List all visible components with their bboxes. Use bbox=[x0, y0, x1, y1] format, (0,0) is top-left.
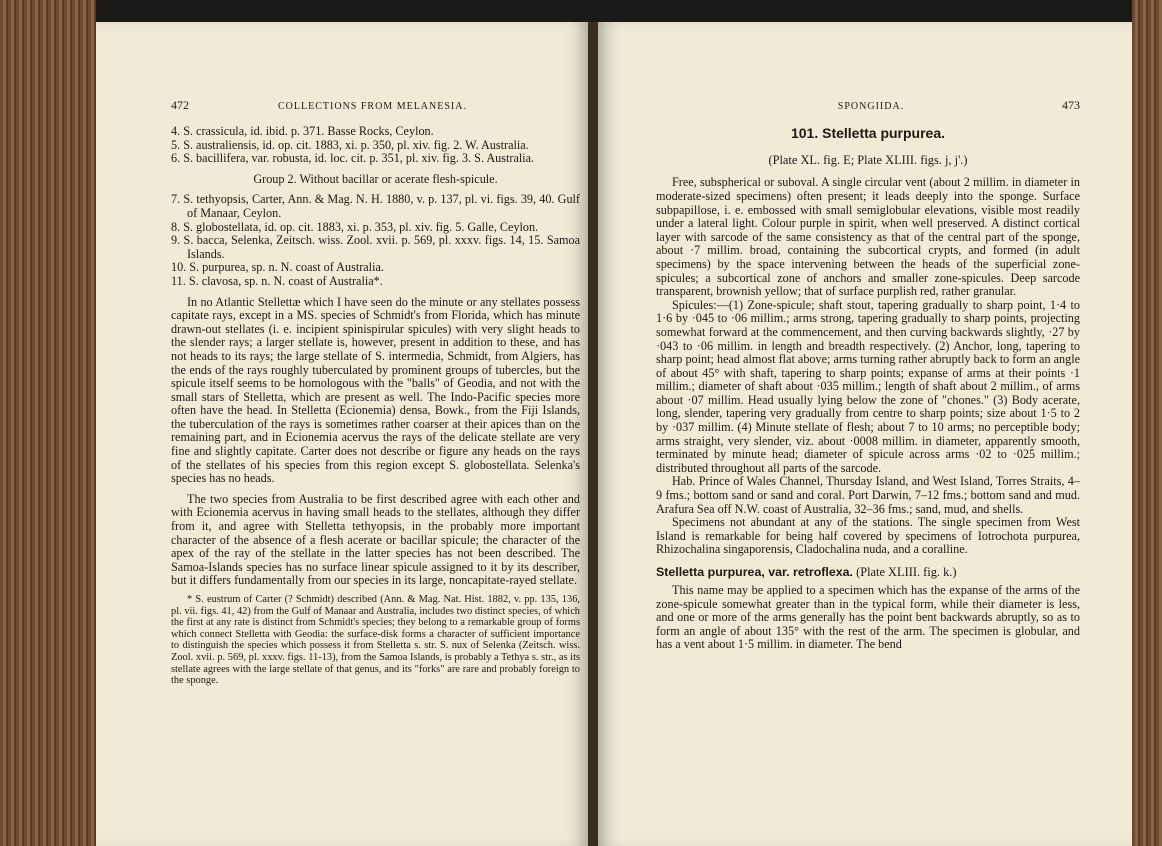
right-running-title: SPONGIIDA. bbox=[837, 101, 905, 112]
body-paragraph: Spicules:—(1) Zone-spicule; shaft stout, tapering gradually to sharp point, 1·4 to 1·6 by ·045 to ·06 millim.; arms strong, tapering gradually to sharp points, projecting somewhat forward at the commencement, and then curving backwards slightly, ·27 by ·043 to ·06 millim. in length and breadth respectively. (2) Anchor, long, tapering to sharp point; head almost flat above; arms turning rather abruptly back to form an angle of about 45° with shaft, tapering to sharp points; expanse of arms at their points ·1 millim.; diameter of shaft about ·035 millim.; length of shaft about 2 millim., of arms about ·07 millim. Head usually lying below the zone of "chones." (3) Body acerate, long, slender, tapering very gradually from centre to sharp points; size about 1·5 to 2 by ·037 millim. (4) Minute stellate of flesh; about 7 to 10 arms; no perceptible body; arms straight, very slender, viz. about ·0008 millim. in diameter, apparently smooth, terminated by minute head; diameter of spicule across arms ·02 to ·025 millim.; distributed throughout all parts of the sarcode. bbox=[656, 297, 1080, 475]
species-entry: 5. S. australiensis, id. op. cit. 1883, xi. p. 350, pl. xiv. fig. 2. W. Australia. bbox=[171, 137, 529, 152]
variety-heading bbox=[656, 565, 1080, 580]
left-page bbox=[96, 22, 588, 846]
book-gutter bbox=[588, 22, 598, 846]
species-entry: 11. S. clavosa, sp. n. N. coast of Australia*. bbox=[171, 273, 383, 288]
species-entry: 4. S. crassicula, id. ibid. p. 371. Basse Rocks, Ceylon. bbox=[171, 124, 434, 138]
species-entry: 7. S. tethyopsis, Carter, Ann. & Mag. N. H. 1880, v. p. 137, pl. vi. figs. 39, 40. Gulf of Manaar, Ceylon. bbox=[171, 192, 580, 220]
species-title: 101. Stelletta purpurea. bbox=[790, 125, 946, 141]
right-running-head bbox=[656, 98, 1080, 113]
book-edge-right bbox=[1132, 0, 1162, 846]
species-entry: 10. S. purpurea, sp. n. N. coast of Australia. bbox=[171, 260, 384, 275]
footnote-text: * S. eustrum of Carter (? Schmidt) described (Ann. & Mag. Nat. Hist. 1882, v. pp. 135, 136, pl. vii. figs. 41, 42) from the Gulf of Manaar and Australia, includes two distinct species, of which the first at any rate is distinct from Schmidt's species; they belong to a remarkable group of forms which connect Stelletta with Geodia: the surface-disk forms a character of sufficient importance to distinguish the species which possess it from Stelletta s. str. S. nux of Selenka (Zeitsch. wiss. Zool. xvii. p. 569, pl. xxxv. figs. 11-13), from the Samoa Islands, is probably a Tethya s. str., as its stellate agrees with the large stellate of that genus, and its "forks" are rare and probably foreign to the sponge. bbox=[171, 594, 580, 687]
body-paragraph: Specimens not abundant at any of the stations. The single specimen from West Island is remarkable for being half covered by specimens of Iotrochota purpurea, Rhizochalina singaporensis, Cladochalina nuda, and a coralline. bbox=[656, 515, 1080, 557]
left-running-title: COLLECTIONS FROM MELANESIA. bbox=[278, 101, 467, 112]
plate-references: (Plate XL. fig. E; Plate XLIII. figs. j, j'.) bbox=[768, 153, 968, 168]
right-page bbox=[598, 22, 1132, 846]
variety-text bbox=[656, 584, 1080, 652]
species-entry: 6. S. bacillifera, var. robusta, id. loc. cit. p. 351, pl. xiv. fig. 3. S. Australia. bbox=[171, 151, 535, 166]
variety-title: Stelletta purpurea, var. retroflexa. bbox=[656, 565, 853, 580]
species-entry: 9. S. bacca, Selenka, Zeitsch. wiss. Zool. xvii. p. 569, pl. xxxv. figs. 14, 15. Samoa Islands. bbox=[171, 233, 580, 261]
left-page-number: 472 bbox=[171, 98, 189, 112]
body-paragraph: The two species from Australia to be first described agree with each other and with Ecionemia acervus in having small heads to the stellates, although they differ from it, and agree with Stelletta tethyopsis, in the probably more important character of the absence of a flesh acerate or bacillar spicule; the character of the apex of the ray of the stellate in the latter species has not been described. The Samoa-Islands species has no surface linear spicule assigned to it by its describer, but it differs fundamentally from our species in its large, noncapitate-rayed stellate. bbox=[171, 491, 580, 588]
body-paragraph: In no Atlantic Stellettæ which I have seen do the minute or any stellates possess capitate rays, except in a MS. species of Schmidt's from Florida, which has minute drawn-out stellates (i. e. incipient spinispirular spicules) with very slight heads to the slender rays; a larger stellate is, however, present in addition to these, and has not heads to its rays; the large stellate of S. intermedia, Schmidt, from Algiers, has the ends of the rays roughly tuberculated by prominent groups of tubercles, but the spicule itself seems to be homologous with the "balls" of Geodia, and not with the small stars of Stelletta, which are present as well. The Indo-Pacific species more often have the head. In Stelletta (Ecionemia) densa, Bowk., from the Fiji Islands, the tuberculation of the rays is sometimes rather coarser at their apices than on the remaining part, and in Ecionemia acervus the rays of the delicate stellate are very fine and slightly capitate. Carter does not describe or figure any heads on the rays of the stellates of his species from this region except S. globostellata. Selenka's species has no heads. bbox=[171, 294, 580, 486]
left-page-text bbox=[171, 125, 580, 588]
left-running-head bbox=[171, 98, 580, 113]
body-paragraph: Hab. Prince of Wales Channel, Thursday Island, and West Island, Torres Straits, 4–9 fms.; bottom sand or sand and coral. Port Darwin, 7–12 fms.; bottom sand and mud. Arafura Sea off N.W. coast of Australia, 32–36 fms.; sand, mud, and shells. bbox=[656, 474, 1080, 516]
body-paragraph: This name may be applied to a specimen which has the expanse of the arms of the zone-spicule somewhat greater than in the typical form, while their diameter is less, and one or more of the arms generally has the point bent backwards abruptly, so as to form an angle of about 135° with the rest of the arm. The specimen is globular, and has a vent about 1·5 millim. in diameter. The bend bbox=[656, 583, 1080, 652]
body-paragraph: Free, subspherical or suboval. A single circular vent (about 2 millim. in diameter in moderate-sized specimens) often present; it leads deeply into the sponge. Surface subpapillose, i. e. embossed with small semiglobular elevations, visible most readily under a lateral light. Colour purple in spirit, when well preserved. A distinct cortical layer with sarcode of the same consistency as that of the central part of the sponge, about ·7 millim. broad, containing the subcortical crypts, and formed (in adult specimens) by the space intervening between the heads of the superficial zone-spicules; a subcortical zone of anchors and smaller zone-spicules. Deep sarcode transparent, brownish yellow; that of surface purplish red, rather granular. bbox=[656, 175, 1080, 299]
footnote bbox=[171, 594, 580, 687]
species-entry: 8. S. globostellata, id. op. cit. 1883, xi. p. 353, pl. xiv. fig. 5. Galle, Ceylon. bbox=[171, 219, 539, 234]
variety-plate-reference: (Plate XLIII. fig. k.) bbox=[856, 565, 957, 580]
right-page-number: 473 bbox=[1062, 98, 1080, 112]
book-spine-left bbox=[0, 0, 96, 846]
right-page-text bbox=[656, 176, 1080, 557]
group-heading: Group 2. Without bacillar or acerate flesh-spicule. bbox=[253, 171, 498, 186]
